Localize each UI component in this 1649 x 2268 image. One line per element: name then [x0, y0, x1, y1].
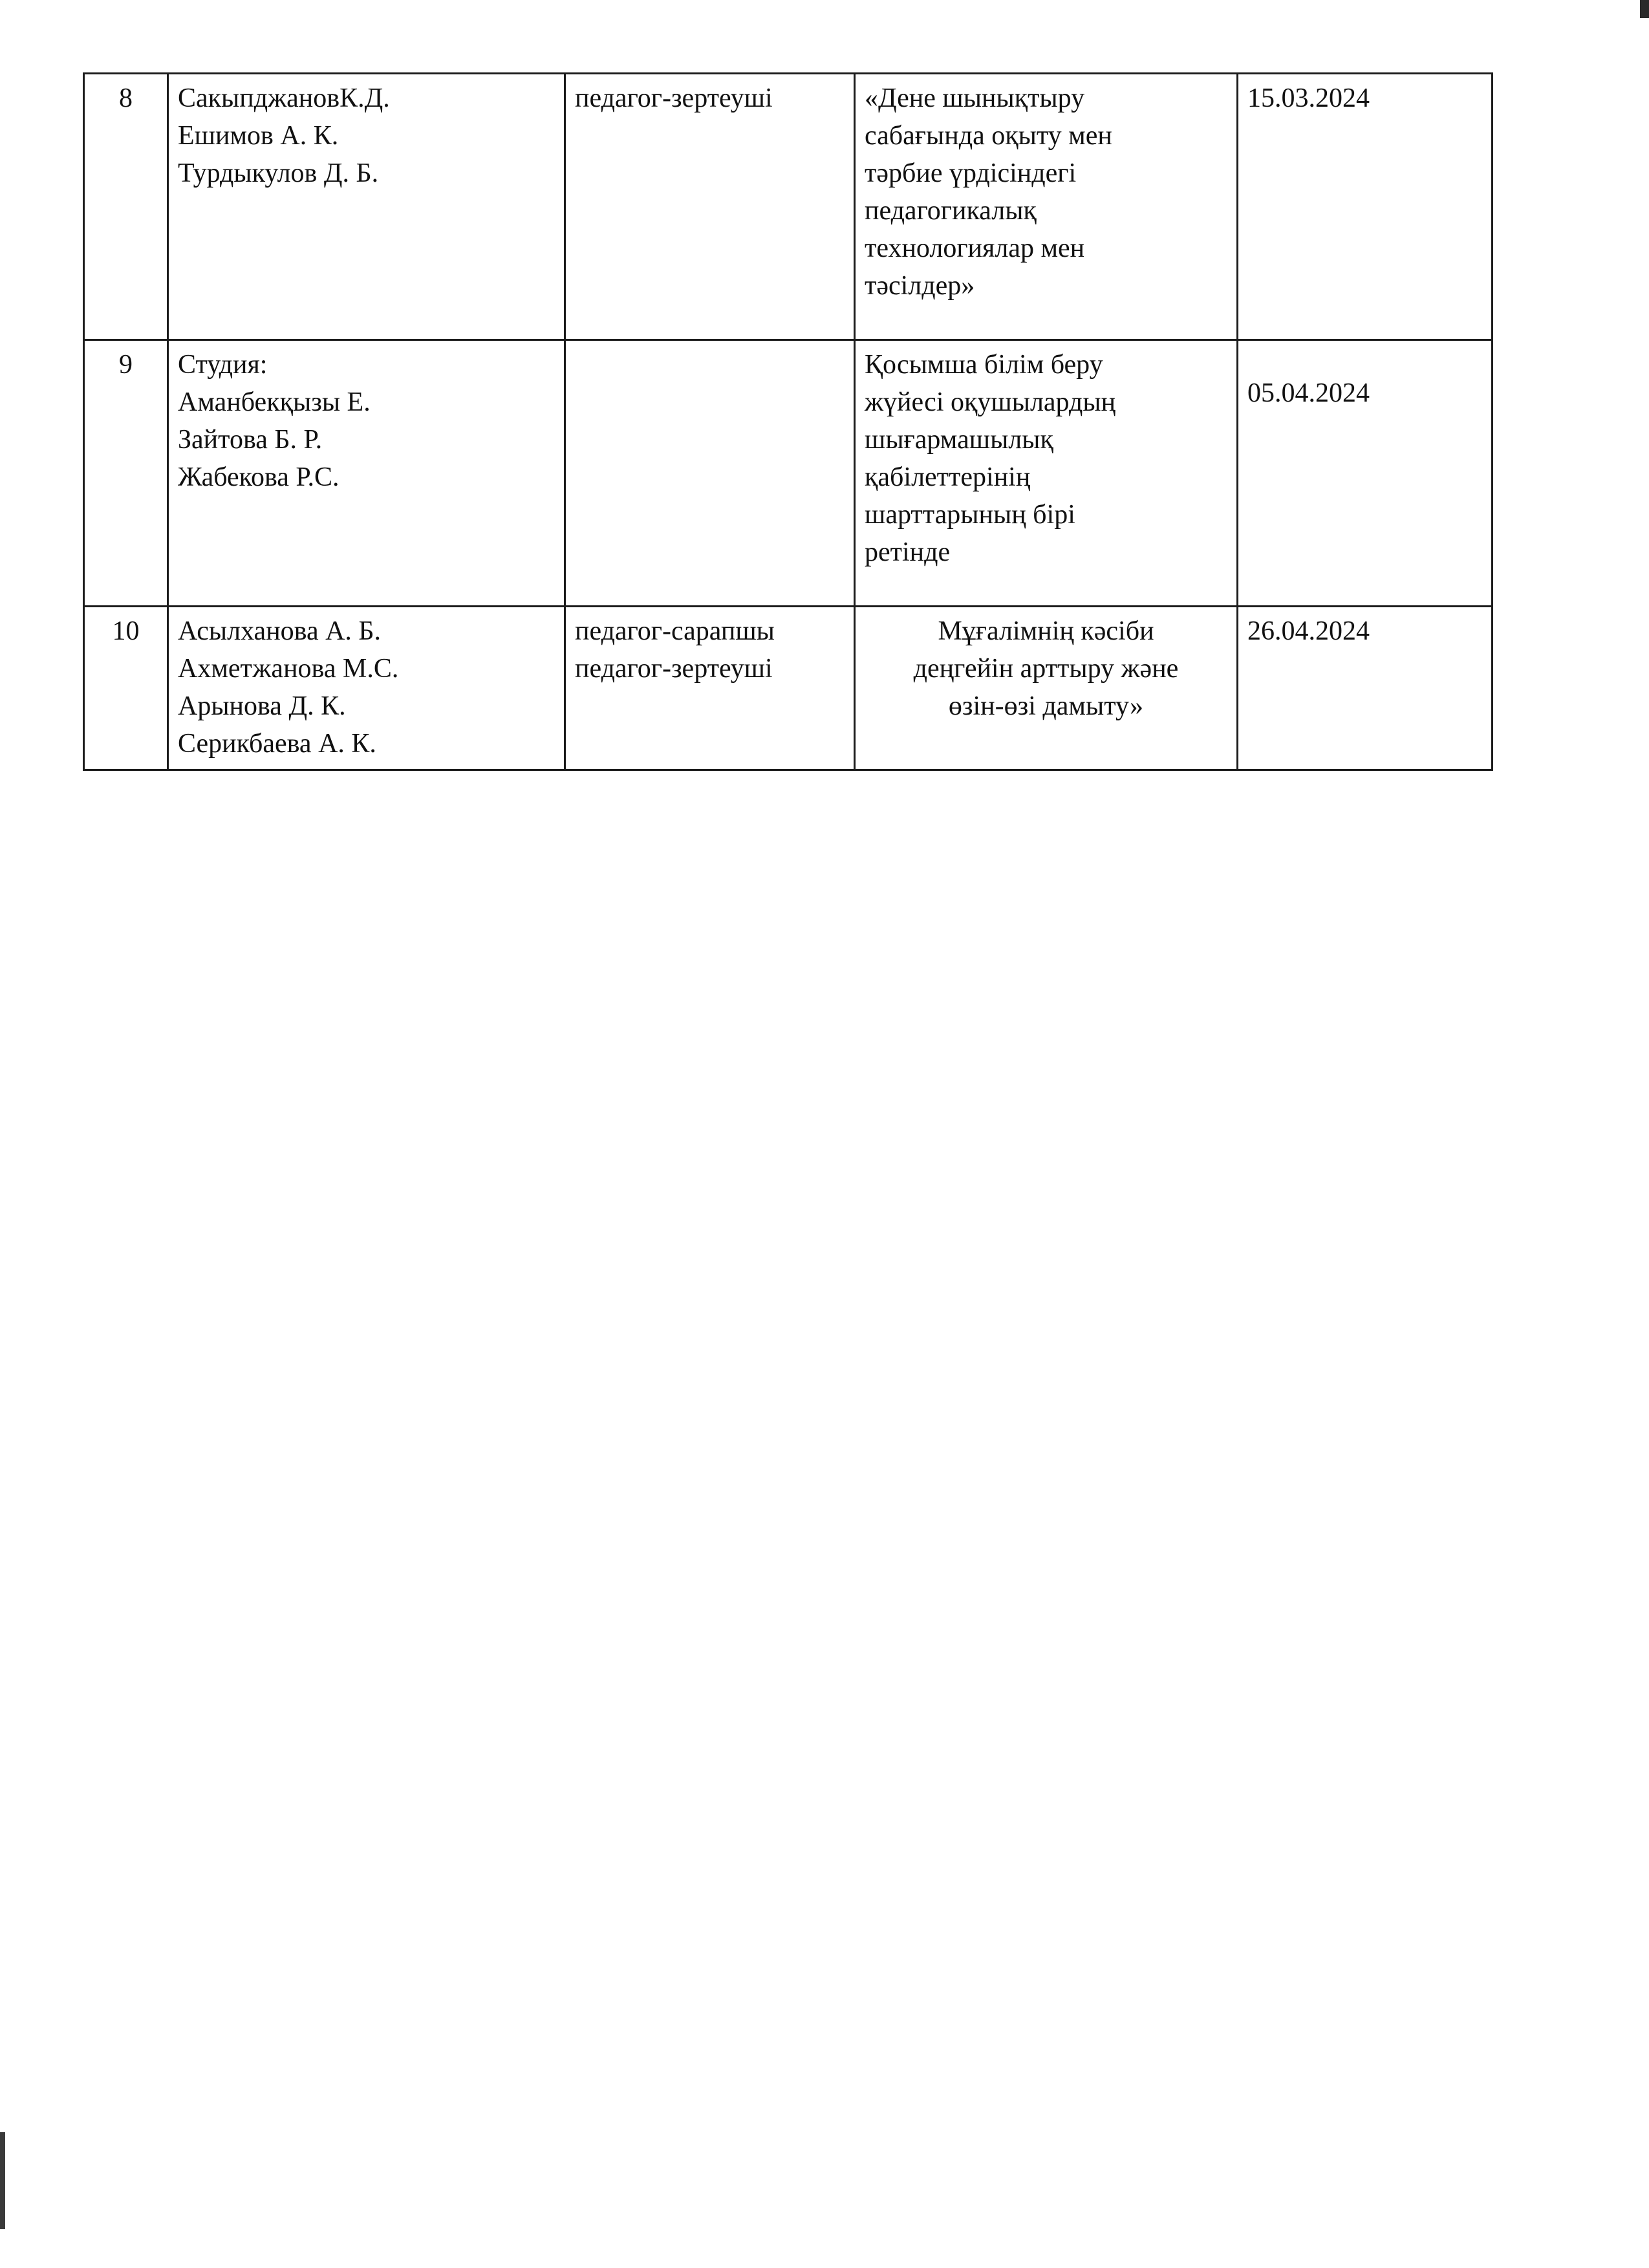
role-cell	[565, 607, 855, 770]
role-cell	[565, 340, 855, 607]
date-value: 26.04.2024	[1247, 616, 1370, 646]
participant-name: Жабекова Р.С.	[178, 462, 339, 492]
date-value: 15.03.2024	[1247, 83, 1370, 113]
participant-name: Серикбаева А. К.	[178, 729, 376, 759]
row-number: 8	[84, 74, 168, 340]
topic-line: шарттарының бірі	[865, 500, 1075, 530]
topic-line: өзін-өзі дамыту»	[948, 691, 1144, 721]
participant-name: СакыпджановК.Д.	[178, 83, 390, 113]
topic-cell	[855, 74, 1238, 340]
topic-line: «Дене шынықтыру	[865, 83, 1085, 113]
participant-name: Арынова Д. К.	[178, 691, 346, 721]
date-cell	[1238, 340, 1493, 607]
topic-cell	[855, 340, 1238, 607]
topic-line: жүйесі оқушылардың	[865, 387, 1116, 417]
scan-edge-mark	[1640, 0, 1649, 18]
topic-line: қабілеттерінің	[865, 462, 1031, 492]
role-cell	[565, 74, 855, 340]
participants-cell	[168, 340, 565, 607]
role-label: педагог-сарапшы	[575, 616, 775, 646]
table-row	[84, 74, 1493, 340]
topic-line: тәрбие үрдісіндегі	[865, 158, 1077, 188]
date-value: 05.04.2024	[1247, 378, 1370, 408]
topic-line: ретінде	[865, 537, 951, 567]
topic-line: тәсілдер»	[865, 271, 975, 301]
topic-line: Мұғалімнің кәсіби	[938, 616, 1154, 646]
topic-line: педагогикалық	[865, 196, 1037, 226]
topic-line: шығармашылық	[865, 425, 1053, 455]
participant-name: Ешимов А. К.	[178, 121, 339, 151]
participant-name: Зайтова Б. Р.	[178, 425, 323, 455]
schedule-table	[83, 72, 1493, 771]
topic-line: Қосымша білім беру	[865, 350, 1103, 380]
topic-line: деңгейін арттыру және	[913, 654, 1179, 684]
participant-name: Асылханова А. Б.	[178, 616, 382, 646]
row-number: 10	[84, 607, 168, 770]
participants-cell	[168, 74, 565, 340]
topic-line: технологиялар мен	[865, 233, 1085, 263]
table-row	[84, 340, 1493, 607]
date-cell	[1238, 607, 1493, 770]
topic-line: сабағында оқыту мен	[865, 121, 1112, 151]
date-cell	[1238, 74, 1493, 340]
participant-name: Аманбекқызы Е.	[178, 387, 371, 417]
participant-name: Ахметжанова М.С.	[178, 654, 399, 684]
participant-name: Турдыкулов Д. Б.	[178, 158, 379, 188]
role-label: педагог-зертеуші	[575, 83, 773, 113]
role-label: педагог-зертеуші	[575, 654, 773, 684]
topic-cell	[855, 607, 1238, 770]
scan-edge-mark-bottom	[0, 2132, 5, 2229]
table-row	[84, 607, 1493, 770]
participants-cell	[168, 607, 565, 770]
row-number: 9	[84, 340, 168, 607]
participant-name: Студия:	[178, 350, 268, 380]
